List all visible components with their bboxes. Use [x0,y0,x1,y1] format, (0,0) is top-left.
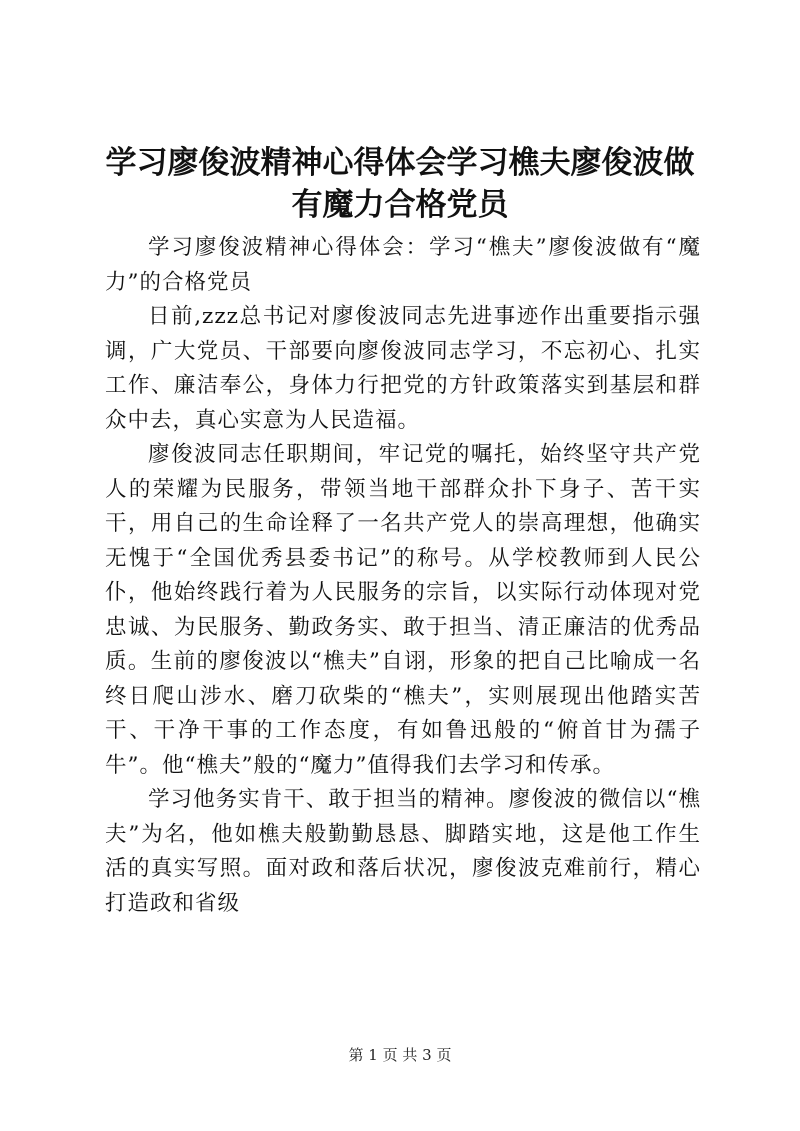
page-footer: 第 1 页 共 3 页 [348,1046,452,1064]
document-title: 学习廖俊波精神心得体会学习樵夫廖俊波做有魔力合格党员 [105,145,695,223]
paragraph-biography: 廖俊波同志任职期间，牢记党的嘱托，始终坚守共产党人的荣耀为民服务，带领当地干部群众扑下身子、苦干实干，用自己的生命诠释了一名共产党人的崇高理想，他确实无愧于“全国优秀县委书记”的称号。从学校教师到人民公仆，他始终践行着为人民服务的宗旨，以实际行动体现对党忠诚、为民服务、勤政务实、敢于担当、清正廉洁的优秀品质。生前的廖俊波以“樵夫”自诩，形象的把自己比喻成一名终日爬山涉水、磨刀砍柴的“樵夫”，实则展现出他踏实苦干、干净干事的工作态度，有如鲁迅般的“俯首甘为孺子牛”。他“樵夫”般的“魔力”值得我们去学习和传承。 [105,442,701,778]
paragraph-intro: 日前,zzz总书记对廖俊波同志先进事迹作出重要指示强调，广大党员、干部要向廖俊波同志学习，不忘初心、扎实工作、廉洁奉公，身体力行把党的方针政策落实到基层和群众中去，真心实意为人民造福。 [105,304,701,433]
document-body [105,231,701,921]
paragraph-subtitle: 学习廖俊波精神心得体会：学习“樵夫”廖俊波做有“魔力”的合格党员 [105,235,701,295]
paragraph-spirit: 学习他务实肯干、敢于担当的精神。廖俊波的微信以“樵夫”为名，他如樵夫般勤勤恳恳、脚踏实地，这是他工作生活的真实写照。面对政和落后状况，廖俊波克难前行，精心打造政和省级 [105,787,701,916]
